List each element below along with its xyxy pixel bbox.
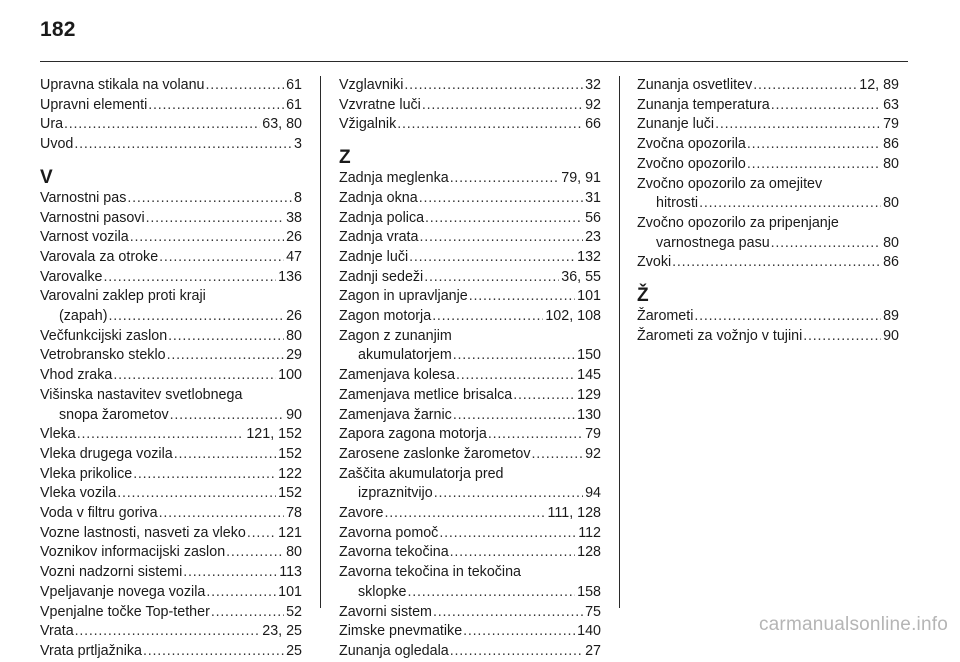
index-entry-pages: 32 <box>585 77 601 93</box>
dot-leader <box>104 268 277 288</box>
index-entry[interactable] <box>339 189 601 209</box>
index-entry-text: Vozni nadzorni sistemi <box>40 564 183 581</box>
index-entry-pages: 80 <box>883 155 899 172</box>
index-entry-pages: 136 <box>278 268 302 285</box>
dot-leader <box>463 622 575 642</box>
index-entry-text: Vozne lastnosti, nasveti za vleko <box>40 524 246 541</box>
index-entry[interactable] <box>40 563 302 583</box>
index-entry-text: Vleka <box>40 426 76 443</box>
index-entry-text: Zaščita akumulatorja pred <box>339 465 504 482</box>
column-divider <box>320 76 321 608</box>
index-entry[interactable] <box>637 135 899 155</box>
index-entry-text: Zagon in upravljanje <box>339 288 468 305</box>
dot-leader <box>206 76 285 96</box>
dot-leader <box>439 524 576 544</box>
index-column-2 <box>339 76 601 662</box>
index-entry-text: Zvočno opozorilo za omejitev <box>637 175 823 192</box>
dot-leader <box>424 268 559 288</box>
index-entry[interactable] <box>637 155 899 175</box>
index-entry-text: Vrata prtljažnika <box>40 642 142 659</box>
index-entry-pages: 79 <box>585 426 601 443</box>
index-entry-pages: 3 <box>294 136 302 153</box>
index-entry-text: Vetrobransko steklo <box>40 347 166 364</box>
index-entry-text: Zvočno opozorilo za pripenjanje <box>637 214 839 231</box>
dot-leader <box>747 155 881 175</box>
index-entry-text: Vzglavniki <box>339 77 404 93</box>
dot-leader <box>407 583 575 603</box>
index-entry-pages: 111, 128 <box>547 505 601 522</box>
index-entry[interactable] <box>339 115 601 135</box>
dot-leader <box>226 543 284 563</box>
dot-leader <box>450 169 560 189</box>
dot-leader <box>170 406 284 426</box>
index-entry-pages: 112 <box>578 524 601 541</box>
index-entry-text: Voznikov informacijski zaslon <box>40 544 226 561</box>
dot-leader <box>453 406 575 426</box>
index-entry-text: Zvoki <box>637 254 672 271</box>
index-entry[interactable] <box>637 96 899 116</box>
index-entry[interactable] <box>637 307 899 327</box>
index-entry[interactable] <box>339 76 601 96</box>
index-entry[interactable] <box>40 209 302 229</box>
dot-leader <box>168 327 284 347</box>
dot-leader <box>77 425 245 445</box>
index-entry[interactable] <box>637 76 899 96</box>
index-entry-text: Ura <box>40 116 64 133</box>
index-entry[interactable] <box>339 563 601 602</box>
dot-leader <box>450 642 583 662</box>
dot-leader <box>211 603 284 623</box>
index-entry-pages: 29 <box>286 347 302 364</box>
dot-leader <box>113 366 276 386</box>
dot-leader <box>425 209 583 229</box>
index-entry-pages: 152 <box>278 485 302 502</box>
index-entry[interactable] <box>339 642 601 662</box>
index-entry-pages: 145 <box>577 367 601 384</box>
index-entry-pages: 38 <box>286 209 302 226</box>
index-entry-text: Varnostni pas <box>40 189 127 206</box>
dot-leader <box>409 248 575 268</box>
index-entry-pages: 86 <box>883 136 899 153</box>
index-entry[interactable] <box>339 268 601 288</box>
index-entry[interactable] <box>40 465 302 485</box>
index-entry-pages: 80 <box>286 327 302 344</box>
dot-leader <box>694 307 881 327</box>
index-entry-pages: 36, 55 <box>561 268 601 285</box>
dot-leader <box>159 248 284 268</box>
index-entry-pages: 66 <box>585 116 601 133</box>
index-entry-pages: 121, 152 <box>246 426 302 443</box>
index-entry-text: Zavore <box>339 505 384 522</box>
dot-leader <box>672 253 881 273</box>
index-entry[interactable] <box>40 228 302 248</box>
dot-leader <box>206 583 276 603</box>
dot-leader <box>133 465 276 485</box>
index-entry[interactable] <box>40 543 302 563</box>
index-entry-text: Zadnja polica <box>339 209 425 226</box>
index-entry-text: Zunanja temperatura <box>637 96 770 113</box>
index-entry-text: Vrata <box>40 623 74 640</box>
index-entry-text: akumulatorjem <box>358 347 452 364</box>
index-entry-pages: 132 <box>577 248 601 265</box>
index-entry[interactable] <box>40 583 302 603</box>
index-entry-pages: 129 <box>577 386 601 403</box>
index-entry[interactable] <box>40 248 302 268</box>
index-entry-pages: 90 <box>883 327 899 344</box>
index-entry[interactable] <box>637 115 899 135</box>
index-entry-pages: 80 <box>883 195 899 212</box>
index-entry[interactable] <box>339 307 601 327</box>
index-entry[interactable] <box>40 622 302 642</box>
index-entry[interactable] <box>40 504 302 524</box>
index-entry-pages: 140 <box>577 623 601 640</box>
index-entry-text: Voda v filtru goriva <box>40 505 158 522</box>
dot-leader <box>434 484 583 504</box>
index-entry-text: Zadnja okna <box>339 189 418 206</box>
index-entry-pages: 94 <box>585 485 601 502</box>
index-entry[interactable] <box>637 253 899 273</box>
index-entry-text: Žarometi <box>637 308 694 325</box>
index-entry-text: Zamenjava žarnic <box>339 406 452 423</box>
index-entry-text: Zadnje luči <box>339 248 409 265</box>
index-entry-text: Zunanje luči <box>637 116 715 133</box>
index-entry[interactable] <box>339 386 601 406</box>
index-entry-pages: 79, 91 <box>561 170 601 187</box>
index-entry-pages: 122 <box>278 465 302 482</box>
index-entry-text: Zavorna tekočina <box>339 544 449 561</box>
index-entry[interactable] <box>40 484 302 504</box>
index-entry[interactable] <box>40 327 302 347</box>
index-entry-pages: 92 <box>585 445 601 462</box>
index-entry-text: Zavorna pomoč <box>339 524 439 541</box>
index-entry[interactable] <box>339 425 601 445</box>
dot-leader <box>513 386 575 406</box>
index-entry-pages: 47 <box>286 248 302 265</box>
dot-leader <box>174 445 276 465</box>
index-entry[interactable] <box>339 169 601 189</box>
dot-leader <box>771 96 881 116</box>
index-entry-text: Uvod <box>40 136 74 153</box>
index-entry-text: Vpenjalne točke Top-tether <box>40 603 210 620</box>
dot-leader <box>385 504 546 524</box>
dot-leader <box>146 209 284 229</box>
index-entry-text: Vhod zraka <box>40 367 113 384</box>
index-entry-text: Vleka drugega vozila <box>40 445 173 462</box>
dot-leader <box>247 524 276 544</box>
index-entry-pages: 102, 108 <box>545 308 601 325</box>
watermark: carmanualsonline.info <box>758 614 948 635</box>
index-entry[interactable] <box>40 366 302 386</box>
index-entry-pages: 26 <box>286 229 302 246</box>
index-entry-pages: 80 <box>286 544 302 561</box>
dot-leader <box>117 484 276 504</box>
index-entry-pages: 152 <box>278 445 302 462</box>
index-entry[interactable] <box>637 327 899 347</box>
index-entry[interactable] <box>339 622 601 642</box>
index-entry[interactable] <box>637 175 899 214</box>
index-entry-pages: 150 <box>577 347 601 364</box>
index-entry-text: Upravni elementi <box>40 96 148 113</box>
index-entry-pages: 75 <box>585 603 601 620</box>
index-entry-pages: 27 <box>585 642 601 659</box>
dot-leader <box>108 307 284 327</box>
index-entry-pages: 78 <box>286 505 302 522</box>
index-section-letter: Z <box>339 147 351 169</box>
index-entry-pages: 130 <box>577 406 601 423</box>
dot-leader <box>753 76 857 96</box>
column-divider <box>619 76 620 608</box>
index-entry[interactable] <box>339 445 601 465</box>
index-entry-pages: 80 <box>883 234 899 251</box>
index-entry-pages: 63 <box>883 96 899 113</box>
index-entry-text: varnostnega pasu <box>656 234 770 251</box>
index-entry[interactable] <box>40 425 302 445</box>
index-entry-text: Vpeljavanje novega vozila <box>40 583 206 600</box>
index-entry-text: Varnost vozila <box>40 229 129 246</box>
dot-leader <box>167 346 285 366</box>
index-entry[interactable] <box>637 214 899 253</box>
index-entry-pages: 25 <box>286 642 302 659</box>
index-section-letter: Ž <box>637 285 649 307</box>
index-entry-text: hitrosti <box>656 195 699 212</box>
index-entry-text: Vzvratne luči <box>339 96 421 113</box>
index-entry-pages: 89 <box>883 308 899 325</box>
index-entry[interactable] <box>339 366 601 386</box>
index-entry-pages: 128 <box>577 544 601 561</box>
dot-leader <box>532 445 584 465</box>
dot-leader <box>404 76 583 96</box>
dot-leader <box>159 504 284 524</box>
dot-leader <box>747 135 881 155</box>
index-entry[interactable] <box>339 504 601 524</box>
index-entry-text: Zadnji sedeži <box>339 268 424 285</box>
index-entry-text: Zapora zagona motorja <box>339 426 487 443</box>
dot-leader <box>469 287 575 307</box>
index-entry[interactable] <box>339 209 601 229</box>
dot-leader <box>127 189 292 209</box>
index-entry-text: Varovala za otroke <box>40 248 159 265</box>
index-entry-pages: 26 <box>286 308 302 325</box>
index-entry-text: Zarosene zaslonke žarometov <box>339 445 531 462</box>
dot-leader <box>148 96 284 116</box>
index-entry-text: Zvočna opozorila <box>637 136 746 153</box>
index-entry[interactable] <box>339 603 601 623</box>
index-entry-text: Zunanja ogledala <box>339 642 449 659</box>
index-entry-text: Zadnja vrata <box>339 229 419 246</box>
index-entry-text: Zvočno opozorilo <box>637 155 746 172</box>
dot-leader <box>130 228 284 248</box>
index-entry-text: Zamenjava metlice brisalca <box>339 386 513 403</box>
index-entry-text: Zavorni sistem <box>339 603 432 620</box>
page-number: 182 <box>40 18 76 41</box>
index-entry-text: Višinska nastavitev svetlobnega <box>40 386 243 403</box>
index-entry[interactable] <box>40 287 302 326</box>
index-entry-text: Zagon motorja <box>339 308 432 325</box>
header-divider <box>40 61 908 62</box>
index-entry-pages: 158 <box>577 583 601 600</box>
index-entry-text: izpraznitvijo <box>358 485 433 502</box>
dot-leader <box>419 189 583 209</box>
index-entry-text: Vžigalnik <box>339 116 397 133</box>
index-entry-pages: 23 <box>585 229 601 246</box>
index-entry[interactable] <box>339 96 601 116</box>
index-entry[interactable] <box>40 346 302 366</box>
dot-leader <box>433 603 583 623</box>
index-entry-text: Večfunkcijski zaslon <box>40 327 168 344</box>
dot-leader <box>699 194 881 214</box>
index-entry[interactable] <box>40 96 302 116</box>
index-entry-text: Varnostni pasovi <box>40 209 145 226</box>
index-entry-pages: 56 <box>585 209 601 226</box>
index-entry-text: Zimske pnevmatike <box>339 623 463 640</box>
dot-leader <box>456 366 575 386</box>
index-entry-pages: 52 <box>286 603 302 620</box>
index-entry-pages: 101 <box>278 583 302 600</box>
dot-leader <box>183 563 277 583</box>
index-entry[interactable] <box>40 135 302 155</box>
index-entry-text: Vleka prikolice <box>40 465 133 482</box>
index-entry-pages: 79 <box>883 116 899 133</box>
index-entry[interactable] <box>40 386 302 425</box>
index-entry-text: Zagon z zunanjim <box>339 327 452 344</box>
index-entry-text: sklopke <box>358 583 407 600</box>
index-entry[interactable] <box>40 642 302 662</box>
index-entry[interactable] <box>339 327 601 366</box>
dot-leader <box>715 115 881 135</box>
index-entry-pages: 31 <box>585 189 601 206</box>
index-section-letter: V <box>40 166 53 188</box>
dot-leader <box>432 307 543 327</box>
dot-leader <box>803 327 881 347</box>
index-entry-text: Upravna stikala na volanu <box>40 77 205 93</box>
index-entry[interactable] <box>339 248 601 268</box>
index-entry-text: snopa žarometov <box>59 406 169 423</box>
index-entry-pages: 86 <box>883 254 899 271</box>
index-entry-pages: 8 <box>294 189 302 206</box>
index-entry[interactable] <box>339 406 601 426</box>
dot-leader <box>64 115 260 135</box>
index-entry[interactable] <box>339 228 601 248</box>
index-entry-pages: 101 <box>577 288 601 305</box>
index-entry-pages: 23, 25 <box>262 623 302 640</box>
dot-leader <box>488 425 583 445</box>
index-entry-pages: 121 <box>278 524 302 541</box>
index-entry-pages: 113 <box>279 564 302 581</box>
index-entry[interactable] <box>40 76 302 96</box>
index-column-1 <box>40 76 302 662</box>
index-entry[interactable] <box>40 115 302 135</box>
index-entry-pages: 100 <box>278 367 302 384</box>
index-entry-text: Zamenjava kolesa <box>339 367 456 384</box>
index-entry[interactable] <box>339 543 601 563</box>
index-entry[interactable] <box>339 465 601 504</box>
index-entry-text: (zapah) <box>59 308 108 325</box>
dot-leader <box>771 234 881 254</box>
dot-leader <box>143 642 284 662</box>
index-entry[interactable] <box>40 524 302 544</box>
index-entry-text: Zunanja osvetlitev <box>637 77 753 93</box>
index-entry-text: Zavorna tekočina in tekočina <box>339 564 521 581</box>
index-entry[interactable] <box>339 524 601 544</box>
index-column-3 <box>637 76 899 346</box>
index-entry-pages: 61 <box>286 77 302 93</box>
dot-leader <box>453 346 575 366</box>
index-entry-pages: 12, 89 <box>859 77 899 93</box>
index-entry-text: Varovalke <box>40 268 103 285</box>
index-entry-pages: 61 <box>286 96 302 113</box>
index-entry-text: Vleka vozila <box>40 485 117 502</box>
index-entry[interactable] <box>40 603 302 623</box>
index-entry-text: Žarometi za vožnjo v tujini <box>637 327 803 344</box>
index-entry[interactable] <box>40 268 302 288</box>
index-entry-text: Varovalni zaklep proti kraji <box>40 288 206 305</box>
dot-leader <box>74 135 292 155</box>
dot-leader <box>397 115 583 135</box>
index-entry[interactable] <box>40 445 302 465</box>
dot-leader <box>75 622 261 642</box>
index-entry-pages: 63, 80 <box>262 116 302 133</box>
dot-leader <box>422 96 583 116</box>
index-entry-text: Zadnja meglenka <box>339 170 449 187</box>
dot-leader <box>419 228 583 248</box>
index-entry-pages: 90 <box>286 406 302 423</box>
dot-leader <box>450 543 575 563</box>
index-entry-pages: 92 <box>585 96 601 113</box>
index-entry[interactable] <box>40 189 302 209</box>
index-entry[interactable] <box>339 287 601 307</box>
